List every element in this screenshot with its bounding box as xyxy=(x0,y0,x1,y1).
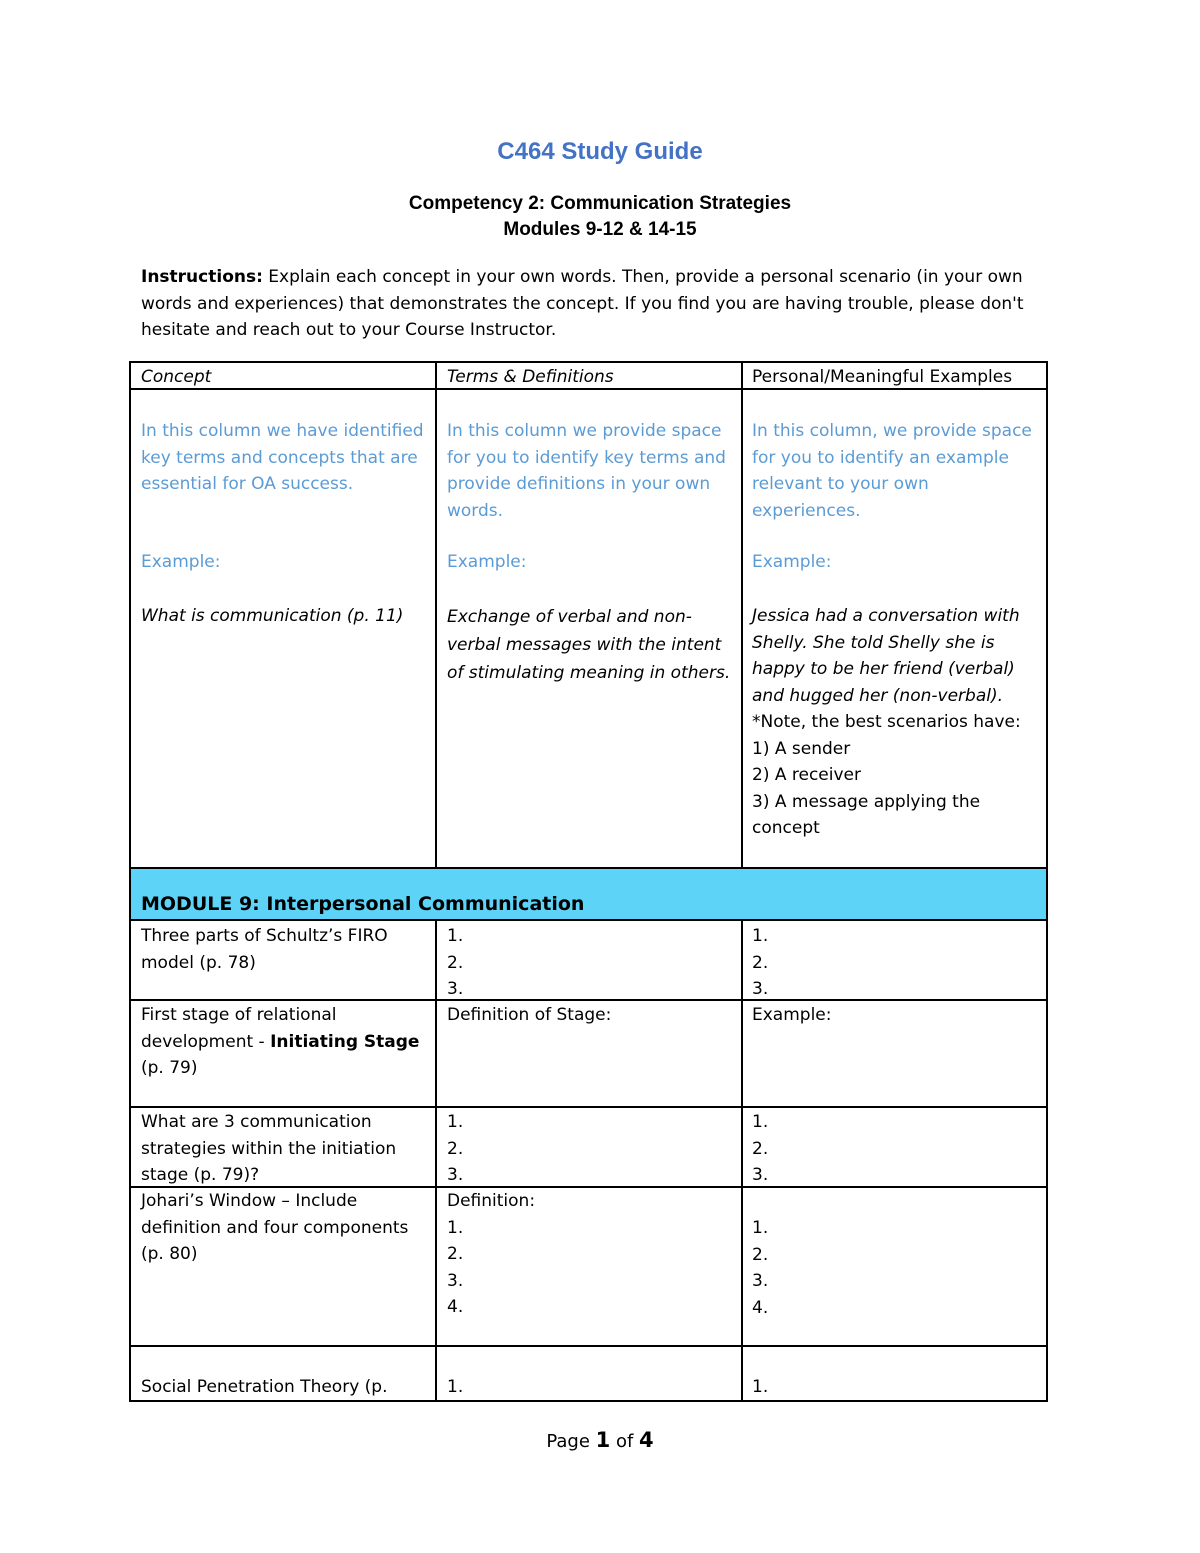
row-firo-terms: 1. 2. 3. xyxy=(447,926,464,999)
table-border xyxy=(129,361,1048,363)
row-initiating-examples: Example: xyxy=(752,1005,832,1025)
table-border xyxy=(129,919,1048,921)
row-johari-terms: Definition: 1. 2. 3. 4. xyxy=(447,1191,536,1317)
row-firo-concept: Three parts of Schultz’s FIRO model (p. 78) xyxy=(141,926,388,973)
terms-example-text: Exchange of verbal and non-verbal messages with the intent of stimulating meaning in others. xyxy=(447,607,731,683)
examples-example-label: Example: xyxy=(752,552,832,572)
header-concept: Concept xyxy=(141,367,212,387)
concept-column-description: In this column we have identified key terms and concepts that are essential for OA success. xyxy=(141,421,424,494)
table-border xyxy=(129,1345,1048,1347)
competency-heading: Competency 2: Communication Strategies xyxy=(408,193,792,214)
study-guide-table xyxy=(129,361,1048,1402)
row-social-penetration-terms: 1. xyxy=(447,1377,464,1397)
page-number xyxy=(0,1428,1200,1452)
scenario-note: *Note, the best scenarios have: 1) A sender 2) A receiver 3) A message applying the concept xyxy=(752,712,1021,838)
row-johari-concept: Johari’s Window – Include definition and four components (p. 80) xyxy=(141,1191,409,1264)
row-firo-examples: 1. 2. 3. xyxy=(752,926,769,999)
initiating-concept-prefix: First stage of relational development - xyxy=(141,1005,337,1052)
total-pages: 4 xyxy=(639,1428,654,1452)
table-border xyxy=(129,1106,1048,1108)
initiating-concept-suffix: (p. 79) xyxy=(141,1058,198,1078)
table-border xyxy=(435,919,437,1402)
instructions-label: Instructions: xyxy=(141,267,263,287)
row-johari-examples: 1. 2. 3. 4. xyxy=(752,1218,769,1318)
header-terms-definitions: Terms & Definitions xyxy=(447,367,614,387)
page-prefix: Page xyxy=(546,1431,596,1452)
initiating-stage-term: Initiating Stage xyxy=(270,1031,420,1052)
terms-example-label: Example: xyxy=(447,552,527,572)
table-border xyxy=(435,361,437,869)
module-9-title: MODULE 9: Interpersonal Communication xyxy=(141,893,585,915)
table-border xyxy=(129,361,131,1402)
modules-heading: Modules 9-12 & 14-15 xyxy=(503,219,697,240)
instructions-paragraph xyxy=(141,264,1051,344)
row-strategies-concept: What are 3 communication strategies within the initiation stage (p. 79)? xyxy=(141,1112,397,1185)
header-personal-examples: Personal/Meaningful Examples xyxy=(752,367,1013,387)
examples-column-description: In this column, we provide space for you to identify an example relevant to your own experiences. xyxy=(752,421,1032,521)
concept-example-text: What is communication (p. 11) xyxy=(141,606,404,626)
row-strategies-terms: 1. 2. 3. xyxy=(447,1112,464,1185)
row-social-penetration-examples: 1. xyxy=(752,1377,769,1397)
page-of: of xyxy=(610,1431,640,1452)
current-page: 1 xyxy=(595,1428,611,1452)
table-border xyxy=(1046,361,1048,1402)
terms-column-description: In this column we provide space for you to identify key terms and provide definitions in your own words. xyxy=(447,421,726,521)
row-initiating-terms: Definition of Stage: xyxy=(447,1005,612,1025)
table-border xyxy=(741,919,743,1402)
table-border xyxy=(741,361,743,869)
concept-example-label: Example: xyxy=(141,552,221,572)
examples-example-text: Jessica had a conversation with Shelly. She told Shelly she is happy to be her friend (verbal) and hugged her (non-verbal). xyxy=(752,606,1020,706)
row-strategies-examples: 1. 2. 3. xyxy=(752,1112,769,1185)
page-title: C464 Study Guide xyxy=(497,138,703,165)
row-initiating-concept xyxy=(141,1002,431,1082)
row-social-penetration-concept: Social Penetration Theory (p. xyxy=(141,1377,388,1397)
table-border xyxy=(129,867,1048,869)
instructions-text: Explain each concept in your own words. Then, provide a personal scenario (in your own words and experiences) that demonstrates the concept. If you find you are having trouble, please don't hesitate and reach out to your Course Instructor. xyxy=(141,267,1024,340)
